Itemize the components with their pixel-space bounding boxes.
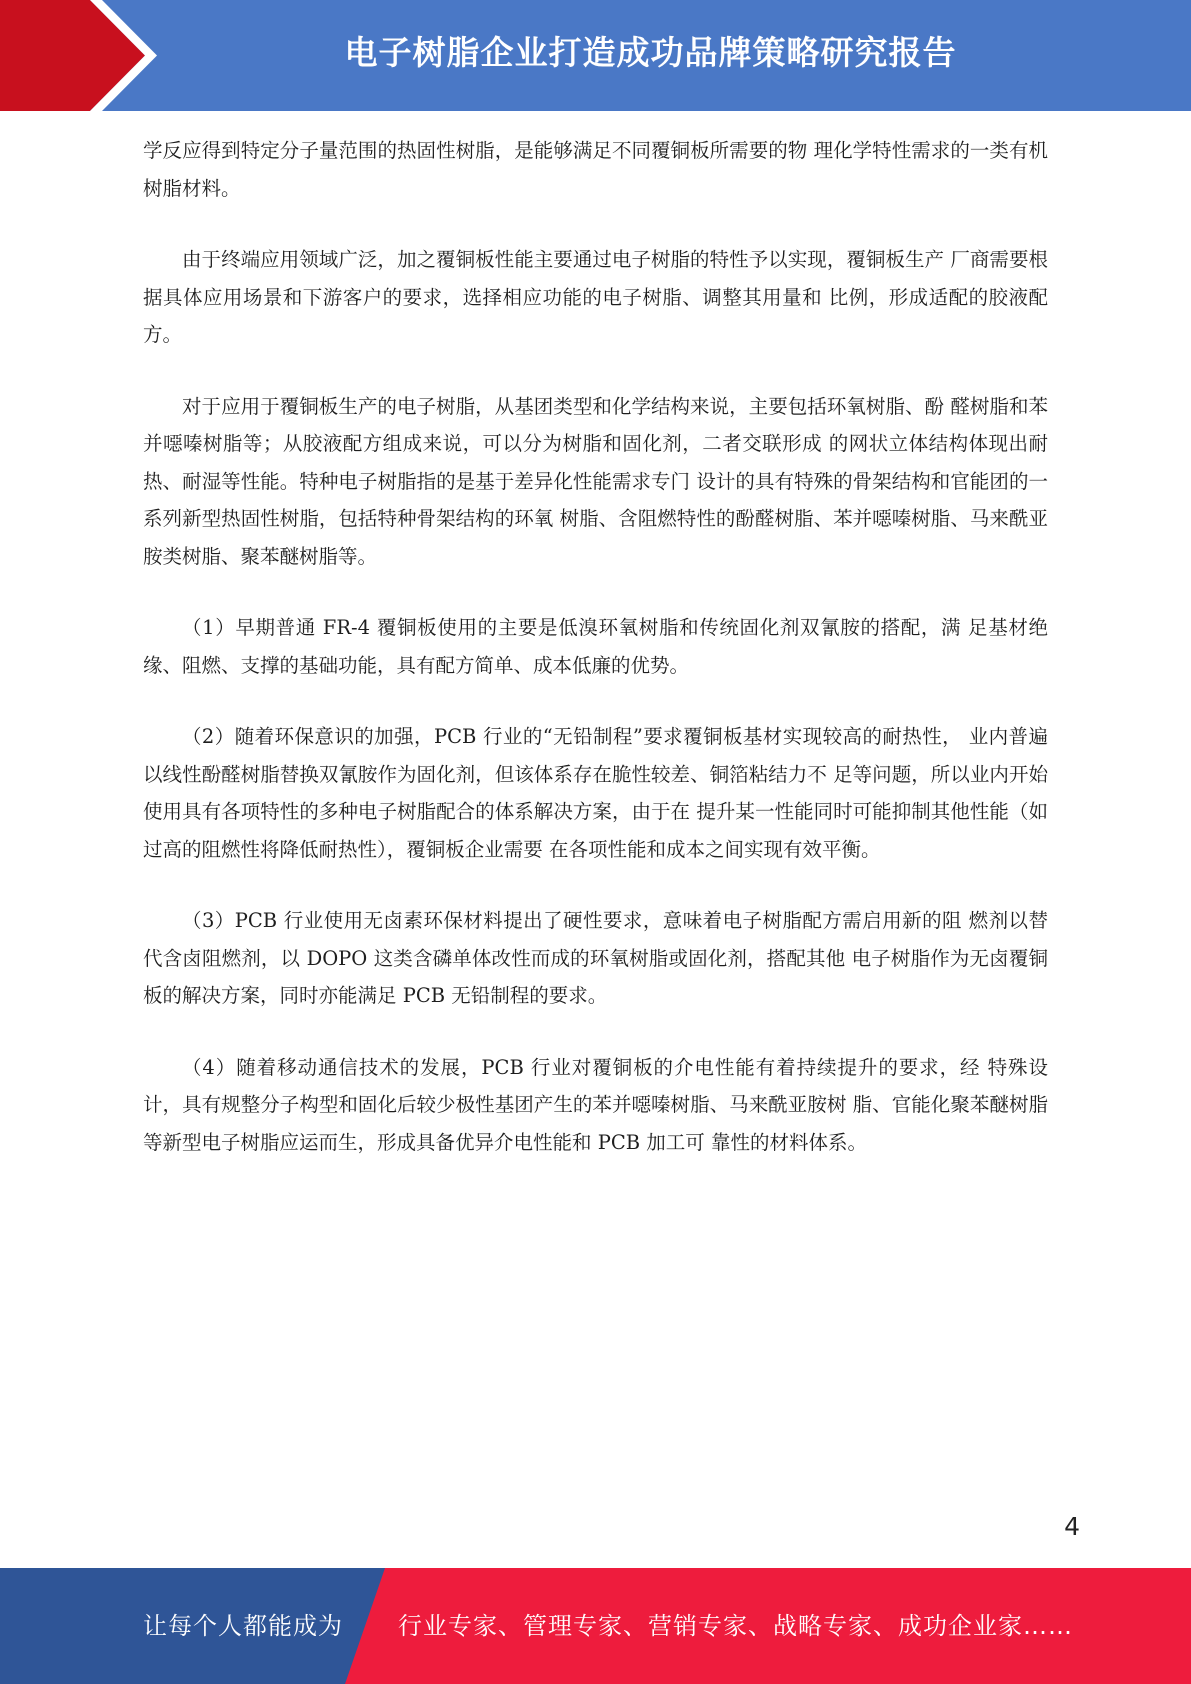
header-red-chevron <box>0 0 145 111</box>
document-title: 电子树脂企业打造成功品牌策略研究报告 <box>344 33 957 72</box>
footer-slogan-left: 让每个人都能成为 <box>143 1612 343 1640</box>
paragraph: （2）随着环保意识的加强，PCB 行业的“无铅制程”要求覆铜板基材实现较高的耐热性， 业内普遍以线性酚醛树脂替换双氰胺作为固化剂，但该体系存在脆性较差、铜箔粘结力不 足等问题，所以业内开始使用具有各项特性的多种电子树脂配合的体系解决方案，由于在 提升某一性能同时可能抑制其他性能（如过高的阻燃性将降低耐热性），覆铜板企业需要 在各项性能和成本之间实现有效平衡。 <box>143 725 1048 861</box>
header-arrow-decoration <box>0 0 160 111</box>
page-number: 4 <box>1064 1512 1080 1541</box>
body-content <box>143 132 1048 1195</box>
paragraph: （1）早期普通 FR-4 覆铜板使用的主要是低溴环氧树脂和传统固化剂双氰胺的搭配，满 足基材绝缘、阻燃、支撑的基础功能，具有配方简单、成本低廉的优势。 <box>143 616 1048 677</box>
paragraph: （4）随着移动通信技术的发展，PCB 行业对覆铜板的介电性能有着持续提升的要求，经 特殊设计，具有规整分子构型和固化后较少极性基团产生的苯并噁嗪树脂、马来酰亚胺树 脂、官能化聚苯醚树脂等新型电子树脂应运而生，形成具备优异介电性能和 PCB 加工可 靠性的材料体系。 <box>143 1055 1048 1154</box>
paragraph: 对于应用于覆铜板生产的电子树脂，从基团类型和化学结构来说，主要包括环氧树脂、酚 醛树脂和苯并噁嗪树脂等；从胶液配方组成来说，可以分为树脂和固化剂，二者交联形成 的网状立体结构体现出耐热、耐湿等性能。特种电子树脂指的是基于差异化性能需求专门 设计的具有特殊的骨架结构和官能团的一系列新型热固性树脂，包括特种骨架结构的环氧 树脂、含阻燃特性的酚醛树脂、苯并噁嗪树脂、马来酰亚胺类树脂、聚苯醚树脂等。 <box>143 394 1048 568</box>
page-header <box>0 0 1191 111</box>
page-footer <box>0 1568 1191 1684</box>
paragraph: 由于终端应用领域广泛，加之覆铜板性能主要通过电子树脂的特性予以实现，覆铜板生产 厂商需要根据具体应用场景和下游客户的要求，选择相应功能的电子树脂、调整其用量和 比例，形成适配的胶液配方。 <box>143 248 1048 346</box>
paragraph: 学反应得到特定分子量范围的热固性树脂，是能够满足不同覆铜板所需要的物 理化学特性需求的一类有机树脂材料。 <box>143 139 1048 200</box>
footer-slogan-right: 行业专家、管理专家、营销专家、战略专家、成功企业家…… <box>398 1612 1073 1640</box>
paragraph: （3）PCB 行业使用无卤素环保材料提出了硬性要求，意味着电子树脂配方需启用新的阻 燃剂以替代含卤阻燃剂，以 DOPO 这类含磷单体改性而成的环氧树脂或固化剂，搭配其他 电子树脂作为无卤覆铜板的解决方案，同时亦能满足 PCB 无铅制程的要求。 <box>143 909 1048 1007</box>
